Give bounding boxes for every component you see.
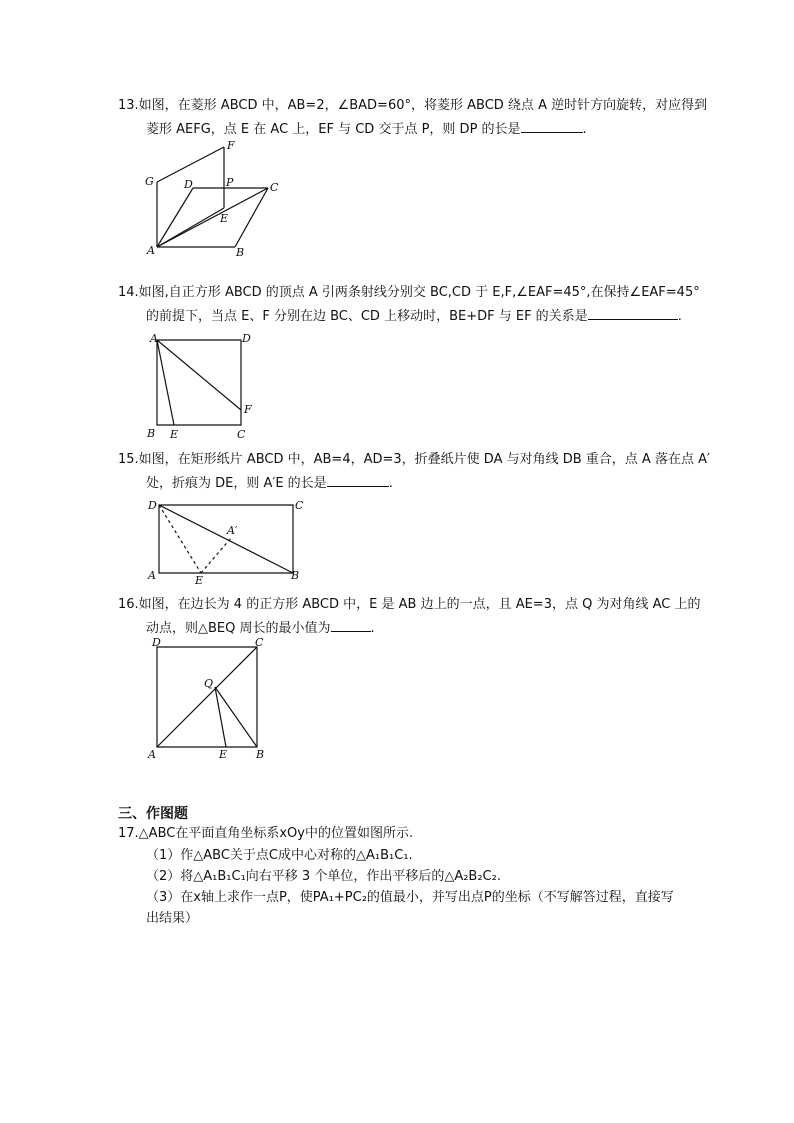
q15-answer-blank[interactable] [327, 472, 389, 487]
q13-line2-text: 菱形 AEFG，点 E 在 AC 上，EF 与 CD 交于点 P，则 DP 的长是 [146, 122, 521, 137]
q14-label-F: F [244, 403, 252, 416]
q15-label-A: A [148, 569, 156, 582]
q13-line1: 13.如图，在菱形 ABCD 中，AB=2，∠BAD=60°，将菱形 ABCD 绕点 A 逆时针方向旋转，对应得到 [118, 98, 708, 113]
q15-line2-end: . [388, 476, 393, 491]
q15-label-B: B [291, 569, 300, 582]
q13-label-A: A [147, 244, 155, 257]
q17-item3-line2: 出结果） [146, 911, 199, 926]
q15-line2 [146, 472, 393, 493]
q15-label-C: C [295, 499, 304, 512]
q13-label-P: P [226, 176, 234, 189]
q16-line1: 16.如图，在边长为 4 的正方形 ABCD 中，E 是 AB 边上的一点，且 AE=3，点 Q 为对角线 AC 上的 [118, 597, 701, 612]
q13-line2 [146, 118, 587, 139]
q15-line2-text: 处，折痕为 DE，则 A′E 的长是 [146, 476, 327, 491]
q17-item2: （2）将△A₁B₁C₁向右平移 3 个单位，作出平移后的△A₂B₂C₂. [146, 869, 501, 884]
q17-line1: 17.△ABC在平面直角坐标系xOy中的位置如图所示. [118, 826, 414, 841]
q15-label-D: D [148, 499, 157, 512]
q14-label-B: B [147, 427, 156, 440]
q13-label-D: D [184, 178, 193, 191]
q16-answer-blank[interactable] [331, 617, 371, 632]
q14-line2-end: . [677, 309, 682, 324]
q13-label-C: C [270, 181, 279, 194]
q14-label-D: D [242, 332, 251, 345]
q15-line1: 15.如图，在矩形纸片 ABCD 中，AB=4，AD=3，折叠纸片使 DA 与对角线 DB 重合，点 A 落在点 A′ [118, 452, 710, 467]
q16-label-B: B [256, 748, 265, 761]
q13-label-E: E [220, 212, 229, 225]
q16-label-D: D [152, 636, 161, 649]
q13-figure [140, 140, 290, 260]
q17-item3-line1: （3）在x轴上求作一点P，使PA₁+PC₂的值最小，并写出点P的坐标（不写解答过程，直接写 [146, 890, 674, 905]
q13-label-G: G [145, 175, 154, 188]
q15-label-E: E [195, 574, 204, 587]
q14-label-C: C [237, 428, 246, 441]
q14-label-E: E [170, 428, 179, 441]
q14-line1: 14.如图,自正方形 ABCD 的顶点 A 引两条射线分别交 BC,CD 于 E,F,∠EAF=45°,在保持∠EAF=45° [118, 285, 700, 300]
q13-label-B: B [236, 246, 245, 259]
q15-figure [145, 496, 310, 586]
q15-label-Aprime: A′ [227, 524, 238, 537]
q13-line2-end: . [582, 122, 587, 137]
q14-answer-blank[interactable] [588, 305, 678, 320]
q14-line2-text: 的前提下，当点 E、F 分别在边 BC、CD 上移动时，BE+DF 与 EF 的关系是 [146, 309, 588, 324]
q13-answer-blank[interactable] [521, 118, 583, 133]
q16-line2-end: . [370, 621, 375, 636]
q14-line2 [146, 305, 682, 326]
q16-label-E: E [219, 748, 228, 761]
q16-label-C: C [255, 636, 264, 649]
q16-figure [145, 634, 275, 764]
q17-item1: （1）作△ABC关于点C成中心对称的△A₁B₁C₁. [146, 848, 413, 863]
q14-figure [145, 330, 260, 445]
q16-label-Q: Q [204, 677, 214, 690]
q13-label-F: F [227, 139, 235, 152]
q16-line2-text: 动点，则△BEQ 周长的最小值为 [146, 621, 331, 636]
q16-label-A: A [148, 748, 156, 761]
q14-label-A: A [150, 332, 158, 345]
section-heading: 三、作图题 [118, 806, 188, 822]
